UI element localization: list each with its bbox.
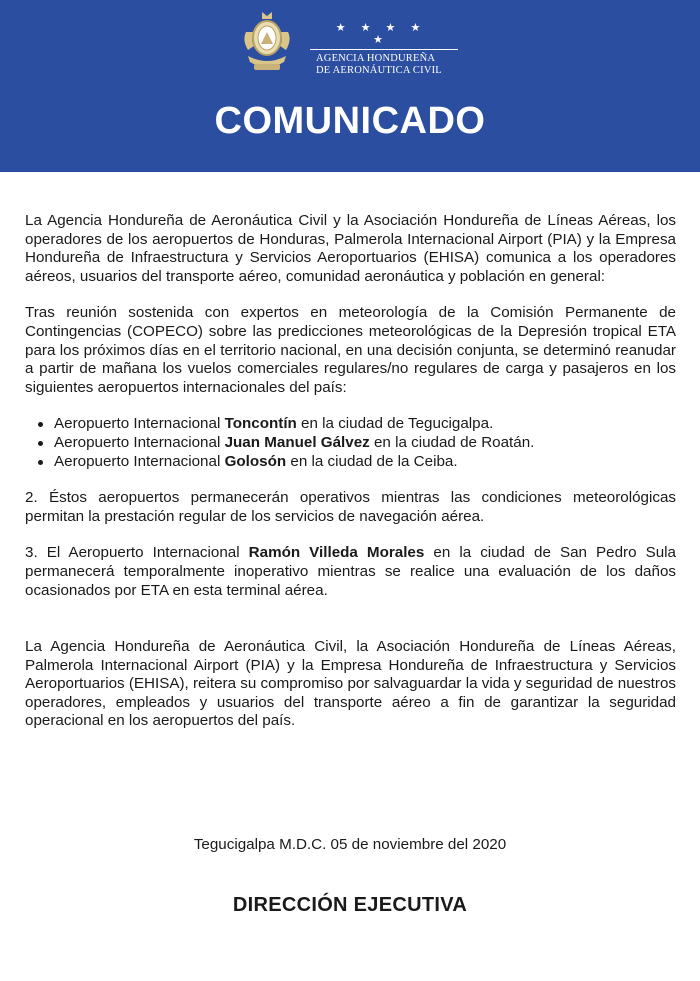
airport-name: Juan Manuel Gálvez xyxy=(224,433,370,451)
date-line: Tegucigalpa M.D.C. 05 de noviembre del 2020 xyxy=(193,836,507,853)
stars-icon: ★ ★ ★ ★ ★ xyxy=(335,22,427,46)
point-1-paragraph: Tras reunión sostenida con expertos en meteorología de la Comisión Permanente de Contingencias (COPECO) sobre las predicciones meteorológicas de la Depresión tropical ETA para los próximos días en el territorio nacional, en una decisión conjunta, se determinó reanudar a partir de mañana los vuelos comerciales regulares/no regulares de carga y pasajeros en los siguientes aeropuertos internacionales del país: xyxy=(25,304,676,396)
list-item: Aeropuerto Internacional Juan Manuel Gálvez en la ciudad de Roatán. xyxy=(36,434,676,453)
intro-paragraph: La Agencia Hondureña de Aeronáutica Civil y la Asociación Hondureña de Líneas Aéreas, los operadores de los aeropuertos de Honduras, Palmerola Internacional Airport (PIA) y la Empresa Hondureña de Infraestructura y Servicios Aeroportuarios (EHISA) comunica a los operadores aéreos, usuarios del transporte aéreo, comunidad aeronáutica y población en general: xyxy=(25,212,676,285)
divider xyxy=(310,49,458,50)
airport-name: Toncontín xyxy=(224,415,297,433)
point-2-paragraph: 2. Éstos aeropuertos permanecerán operativos mientras las condiciones meteorológicas permitan la prestación regular de los servicios de navegación aérea. xyxy=(25,489,676,525)
page-title: COMUNICADO xyxy=(214,100,486,142)
agency-logo xyxy=(310,22,460,77)
list-item: Aeropuerto Internacional Golosón en la ciudad de la Ceiba. xyxy=(36,453,676,472)
signature: DIRECCIÓN EJECUTIVA xyxy=(232,894,468,916)
agency-name-line1: AGENCIA HONDUREÑA xyxy=(316,53,436,64)
header-banner xyxy=(0,0,700,172)
closing-paragraph: La Agencia Hondureña de Aeronáutica Civil, la Asociación Hondureña de Líneas Aéreas, Palmerola Internacional Airport (PIA) y la Empresa Hondureña de Infraestructura y Servicios Aeroportuarios (EHISA), reitera su compromiso por salvaguardar la vida y seguridad de nuestros operadores, empleados y usuarios del transporte aéreo a fin de garantizar la seguridad operacional en los aeropuertos del país. xyxy=(25,638,676,730)
airport-name: Golosón xyxy=(224,452,287,470)
agency-name-line2: DE AERONÁUTICA CIVIL xyxy=(316,65,442,76)
communique-body xyxy=(25,212,676,731)
coat-of-arms-icon xyxy=(240,10,294,74)
airport-name: Ramón Villeda Morales xyxy=(248,544,425,562)
list-item: Aeropuerto Internacional Toncontín en la ciudad de Tegucigalpa. xyxy=(36,415,676,434)
point-3-paragraph: 3. El Aeropuerto Internacional Ramón Villeda Morales en la ciudad de San Pedro Sula permanecerá temporalmente inoperativo mientras se realice una evaluación de los daños ocasionados por ETA en esta terminal aérea. xyxy=(25,544,676,599)
airport-list xyxy=(25,415,676,471)
